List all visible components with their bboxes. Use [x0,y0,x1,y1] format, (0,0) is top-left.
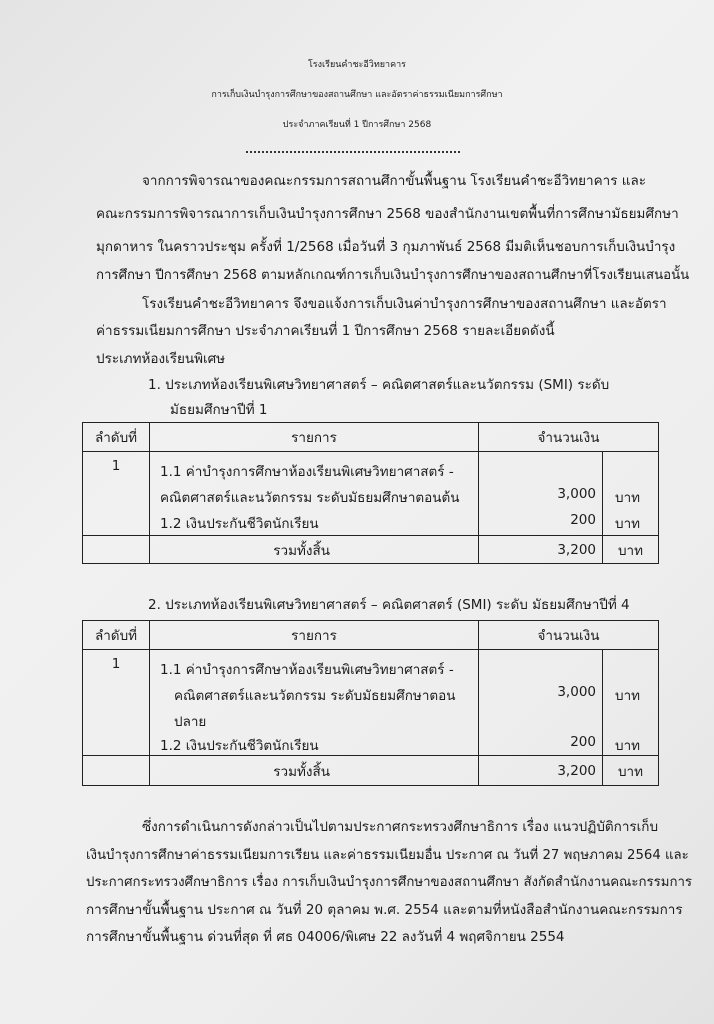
closing-line: การศึกษาขั้นพื้นฐาน ประกาศ ณ วันที่ 20 ตุลาคม พ.ศ. 2554 และตามที่หนังสือสำนักงานคณะกรรมการ [86,902,683,918]
item-label: คณิตศาสตร์และนวัตกรรม ระดับมัธยมศึกษาตอนต้น [160,490,460,506]
column-header-no: ลำดับที่ [83,621,150,650]
column-header-item: รายการ [150,423,479,452]
total-row [83,756,659,786]
document-subject: การเก็บเงินบำรุงการศึกษาของสถานศึกษา และอัตราค่าธรรมเนียมการศึกษา [211,90,503,100]
total-row [83,536,659,564]
column-header-no: ลำดับที่ [83,423,150,452]
item-label: 1.1 ค่าบำรุงการศึกษาห้องเรียนพิเศษวิทยาศาสตร์ - [160,662,454,678]
row-number: 1 [83,650,150,756]
closing-line: เงินบำรุงการศึกษาค่าธรรมเนียมการเรียน และค่าธรรมเนียมอื่น ประกาศ ณ วันที่ 27 พฤษภาคม 2564 และ [86,848,689,863]
section2-heading: 2. ประเภทห้องเรียนพิเศษวิทยาศาสตร์ – คณิตศาสตร์ (SMI) ระดับ มัธยมศึกษาปีที่ 4 [148,597,630,613]
item-cell [150,650,479,756]
amount-cell [479,452,603,536]
unit-cell [603,452,659,536]
intro-line: โรงเรียนคำชะอีวิทยาคาร จึงขอแจ้งการเก็บเงินค่าบำรุงการศึกษาของสถานศึกษา และอัตรา [142,296,667,312]
section1-heading-level: มัธยมศึกษาปีที่ 1 [170,402,268,418]
intro-line: ค่าธรรมเนียมการศึกษา ประจำภาคเรียนที่ 1 ปีการศึกษา 2568 รายละเอียดดังนี้ [96,323,555,339]
item-cell [150,452,479,536]
item-label: 1.2 เงินประกันชีวิตนักเรียน [160,516,319,532]
column-header-item: รายการ [150,621,479,650]
section1-heading: 1. ประเภทห้องเรียนพิเศษวิทยาศาสตร์ – คณิตศาสตร์และนวัตกรรม (SMI) ระดับ [148,377,610,393]
school-title: โรงเรียนคำชะอีวิทยาคาร [307,60,407,70]
currency-unit: บาท [615,738,641,754]
intro-line: มุกดาหาร ในคราวประชุม ครั้งที่ 1/2568 เมื่อวันที่ 3 กุมภาพันธ์ 2568 มีมติเห็นชอบการเก็บเงินบำรุง [96,239,676,255]
category-heading: ประเภทห้องเรียนพิเศษ [96,351,226,367]
item-amount: 3,000 [557,486,596,502]
unit-cell [603,650,659,756]
total-amount: 3,200 [479,536,603,564]
item-amount: 200 [570,734,596,750]
item-label: ปลาย [174,714,207,730]
item-amount: 3,000 [557,684,596,700]
currency-unit: บาท [615,516,641,532]
fee-table-m4 [82,620,659,786]
closing-line: ประกาศกระทรวงศึกษาธิการ เรื่อง การเก็บเงินบำรุงการศึกษาของสถานศึกษา สังกัดสำนักงานคณะกรรมการ [86,875,693,890]
total-unit: บาท [603,756,659,786]
fee-table-m1 [82,422,659,564]
item-amount: 200 [570,512,596,528]
column-header-amount: จำนวนเงิน [479,423,659,452]
table-row [83,650,659,756]
intro-line: การศึกษา ปีการศึกษา 2568 ตามหลักเกณฑ์การเก็บเงินบำรุงการศึกษาของสถานศึกษาที่โรงเรียนเสนอนั้น [96,268,690,283]
total-unit: บาท [603,536,659,564]
table-row [83,452,659,536]
intro-line: คณะกรรมการพิจารณาการเก็บเงินบำรุงการศึกษา 2568 ของสำนักงานเขตพื้นที่การศึกษามัธยมศึกษา [96,206,679,222]
currency-unit: บาท [615,490,641,506]
currency-unit: บาท [615,688,641,704]
item-label: คณิตศาสตร์และนวัตกรรม ระดับมัธยมศึกษาตอน [174,688,456,704]
document-term: ประจำภาคเรียนที่ 1 ปีการศึกษา 2568 [282,120,432,130]
closing-line: การศึกษาขั้นพื้นฐาน ด่วนที่สุด ที่ ศธ 04006/พิเศษ 22 ลงวันที่ 4 พฤศจิกายน 2554 [86,929,565,945]
separator-dots [246,151,460,153]
intro-line: จากการพิจารณาของคณะกรรมการสถานศึกาขั้นพื้นฐาน โรงเรียนคำชะอีวิทยาคาร และ [142,173,646,189]
total-label: รวมทั้งสิ้น [150,756,479,786]
total-label: รวมทั้งสิ้น [150,536,479,564]
column-header-amount: จำนวนเงิน [479,621,659,650]
item-label: 1.2 เงินประกันชีวิตนักเรียน [160,738,319,754]
total-amount: 3,200 [479,756,603,786]
amount-cell [479,650,603,756]
item-label: 1.1 ค่าบำรุงการศึกษาห้องเรียนพิเศษวิทยาศาสตร์ - [160,464,454,480]
row-number: 1 [83,452,150,536]
closing-line: ซึ่งการดำเนินการดังกล่าวเป็นไปตามประกาศกระทรวงศึกษาธิการ เรื่อง แนวปฏิบัติการเก็บ [142,819,659,835]
